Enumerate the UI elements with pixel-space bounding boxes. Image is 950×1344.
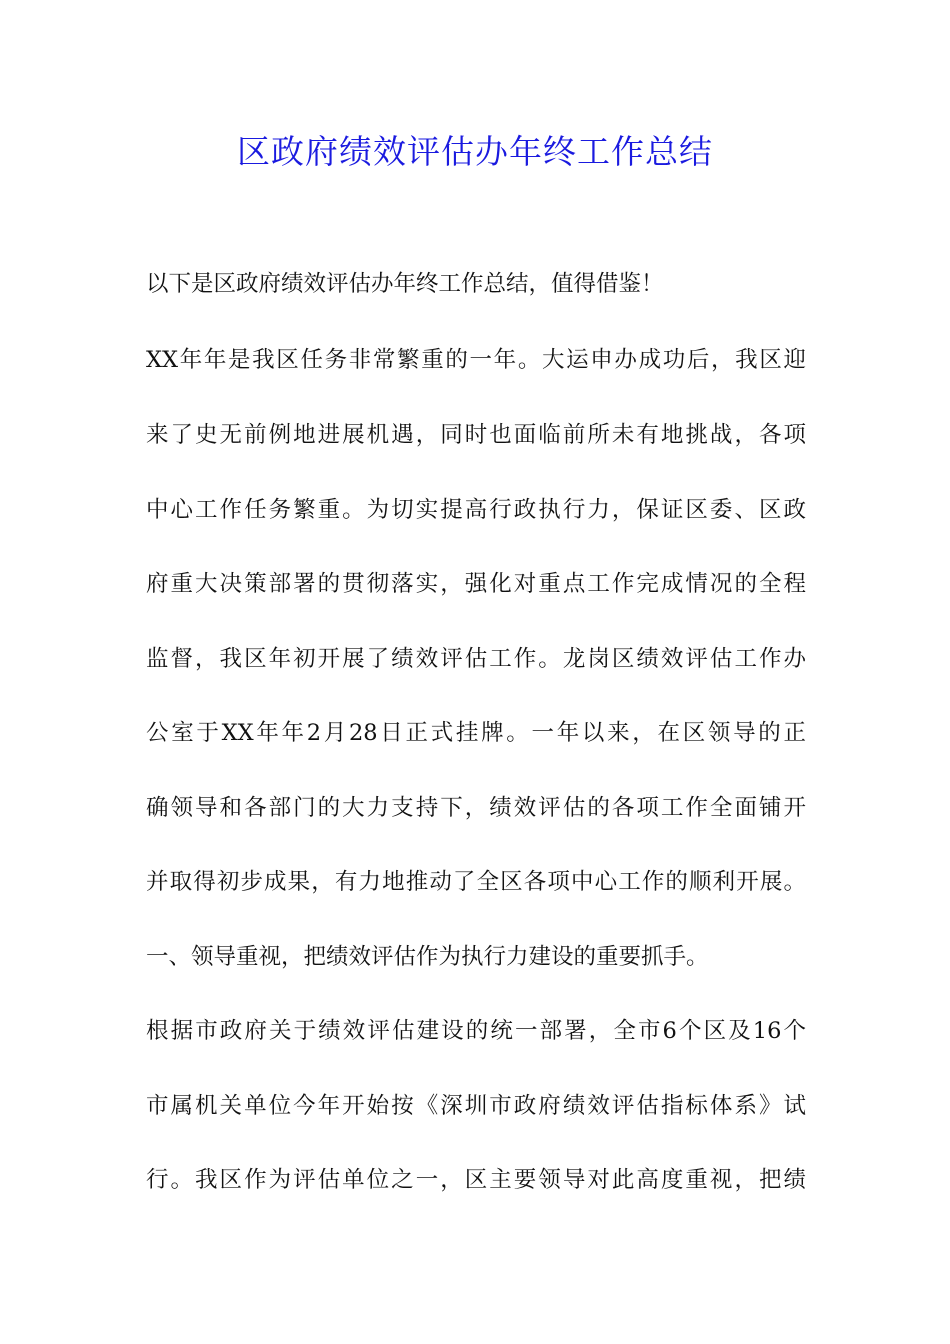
paragraph-line: XX年年是我区任务非常繁重的一年。大运申办成功后，我区迎 bbox=[146, 347, 806, 373]
section-heading-line: 一、领导重视，把绩效评估作为执行力建设的重要抓手。 bbox=[146, 944, 709, 970]
paragraph-line: 行。我区作为评估单位之一，区主要领导对此高度重视，把绩 bbox=[146, 1167, 806, 1193]
paragraph-line: 市属机关单位今年开始按《深圳市政府绩效评估指标体系》试 bbox=[146, 1093, 806, 1119]
document-title: 区政府绩效评估办年终工作总结 bbox=[237, 132, 713, 171]
paragraph-line: 府重大决策部署的贯彻落实，强化对重点工作完成情况的全程 bbox=[146, 571, 806, 597]
paragraph-line: 监督，我区年初开展了绩效评估工作。龙岗区绩效评估工作办 bbox=[146, 646, 806, 672]
paragraph-line: 根据市政府关于绩效评估建设的统一部署，全市6个区及16个 bbox=[146, 1018, 806, 1044]
paragraph-line: 确领导和各部门的大力支持下，绩效评估的各项工作全面铺开 bbox=[146, 795, 806, 821]
paragraph-line-intro: 以下是区政府绩效评估办年终工作总结，值得借鉴！ bbox=[146, 271, 664, 297]
paragraph-line: 来了史无前例地进展机遇，同时也面临前所未有地挑战，各项 bbox=[146, 422, 806, 448]
paragraph-line: 中心工作任务繁重。为切实提高行政执行力，保证区委、区政 bbox=[146, 497, 806, 523]
paragraph-line: 并取得初步成果，有力地推动了全区各项中心工作的顺利开展。 bbox=[146, 869, 806, 895]
paragraph-line: 公室于XX年年2月28日正式挂牌。一年以来，在区领导的正 bbox=[146, 720, 806, 746]
